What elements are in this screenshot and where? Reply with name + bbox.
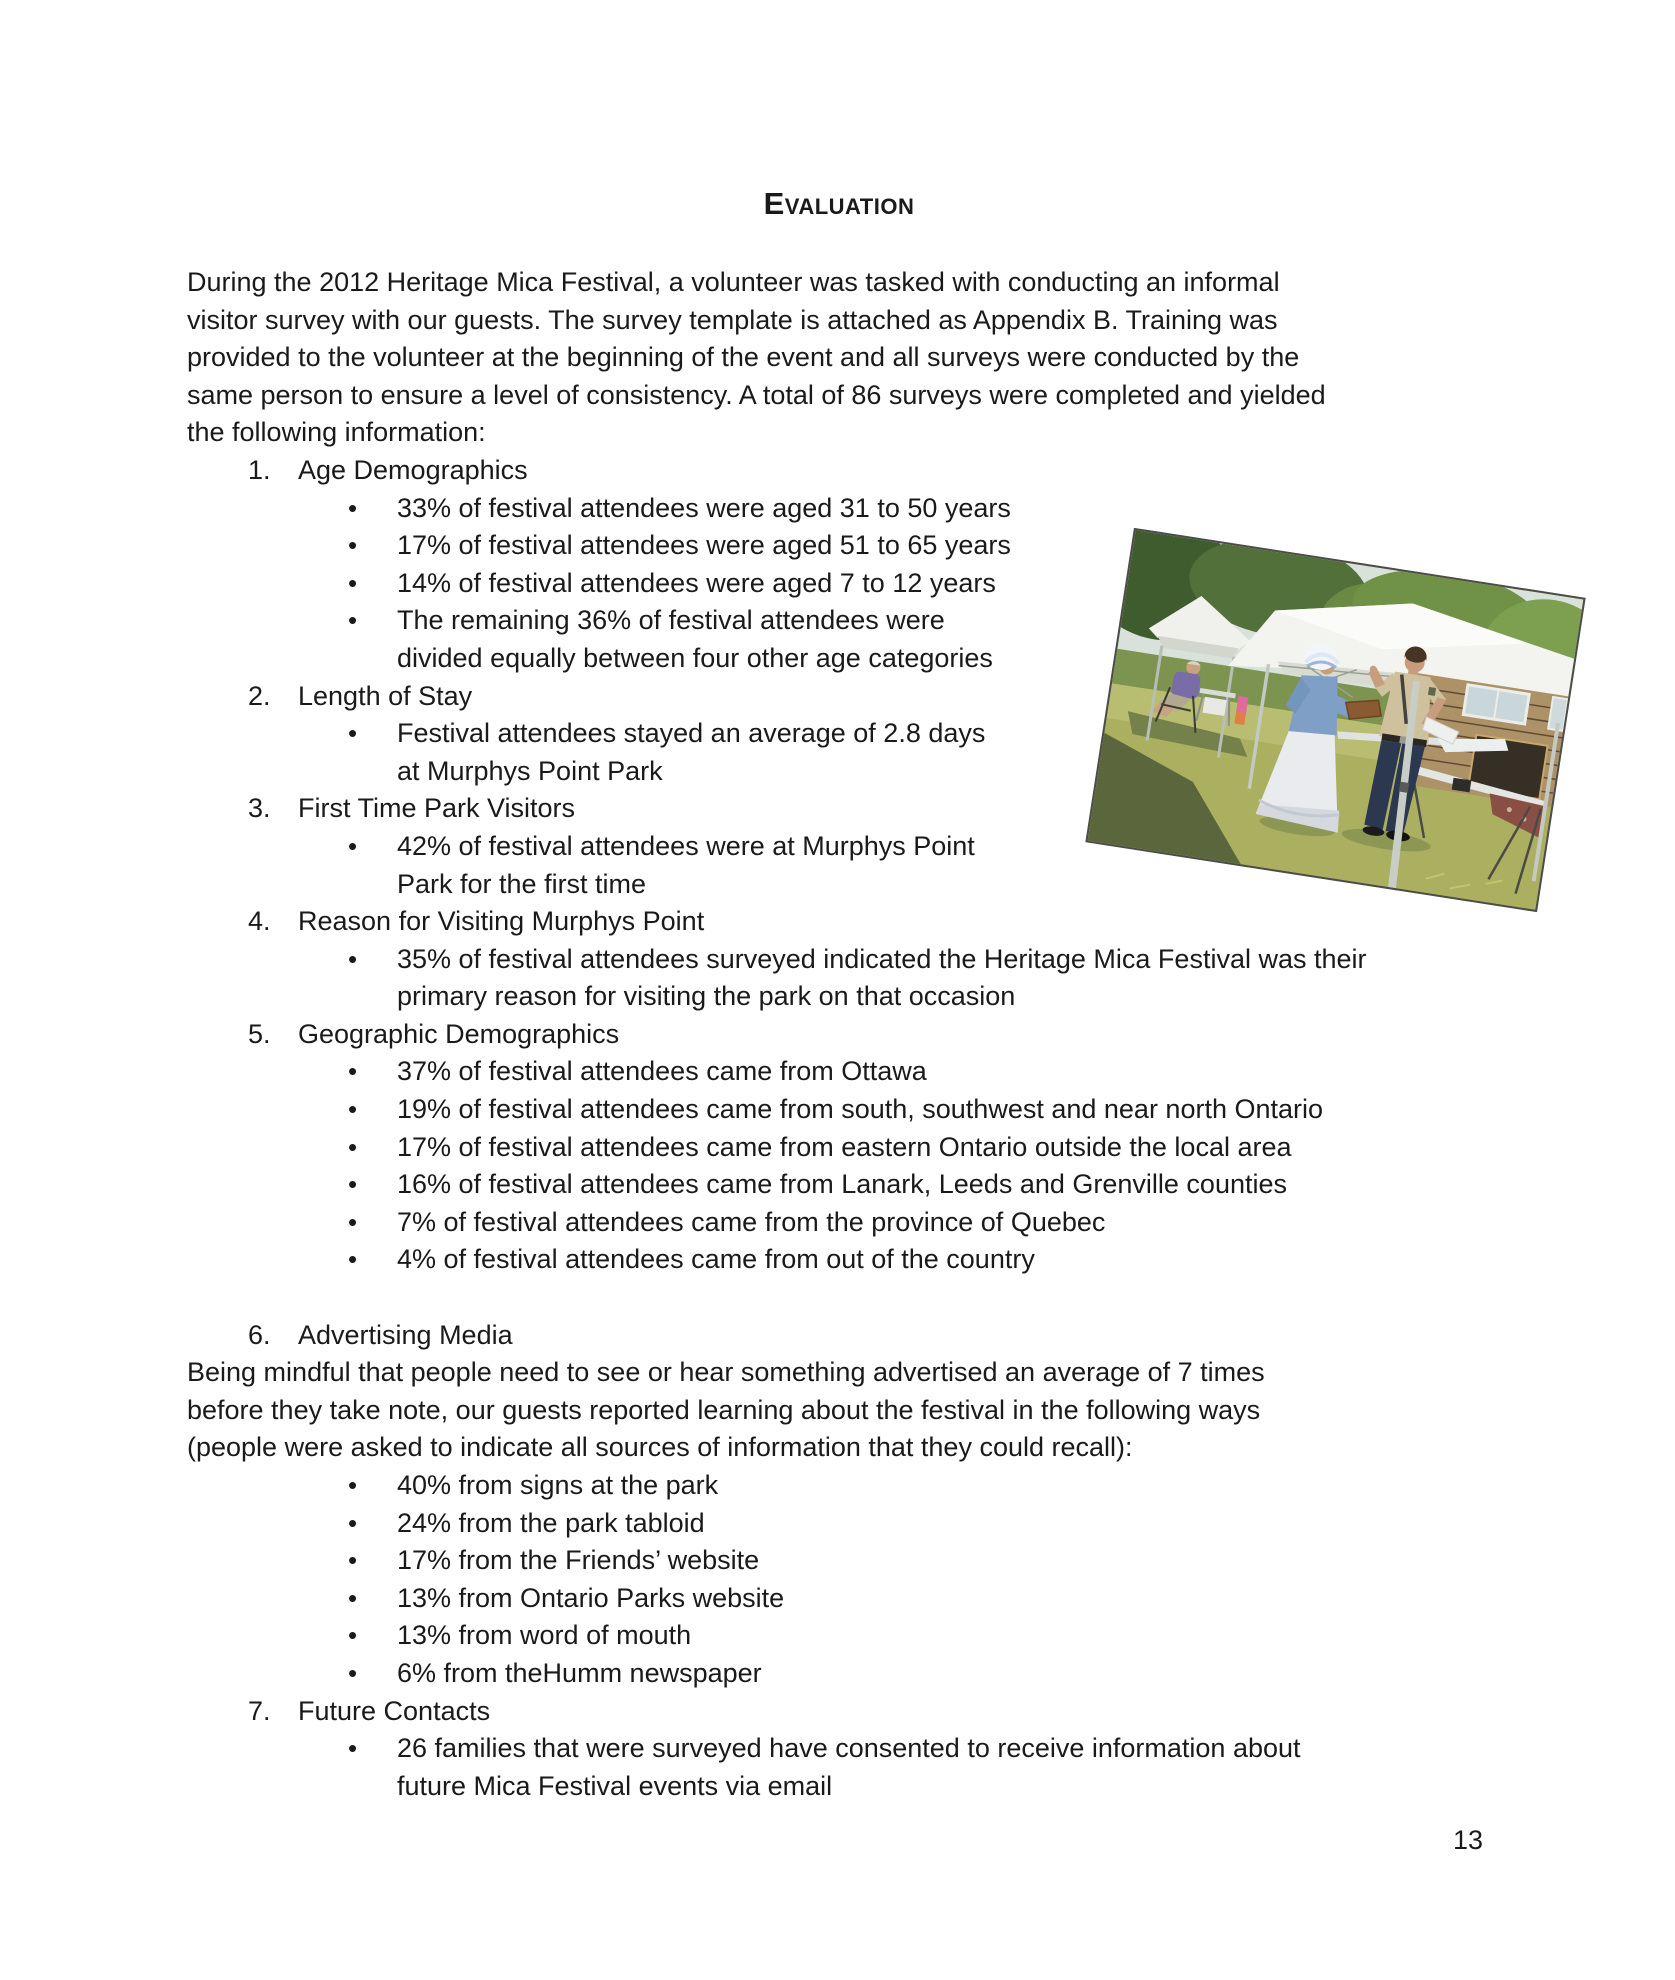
numbered-item bbox=[187, 903, 1617, 941]
item-label: First Time Park Visitors bbox=[298, 793, 576, 824]
bullet-item bbox=[187, 941, 1617, 979]
bullet-text: 19% of festival attendees came from south, southwest and near north Ontario bbox=[397, 1094, 1324, 1125]
bullet-text: 37% of festival attendees came from Ottawa bbox=[397, 1056, 927, 1087]
bullet-text: 35% of festival attendees surveyed indicated the Heritage Mica Festival was their bbox=[397, 943, 1367, 974]
item-number: 7. bbox=[248, 1695, 271, 1726]
bullet-text: at Murphys Point Park bbox=[397, 755, 663, 786]
text-column bbox=[187, 264, 1617, 1805]
item-label: Reason for Visiting Murphys Point bbox=[298, 906, 705, 937]
item-number: 4. bbox=[248, 906, 271, 937]
item-label: Length of Stay bbox=[298, 680, 473, 711]
bullet-text: 13% from word of mouth bbox=[397, 1620, 692, 1651]
paragraph-text: During the 2012 Heritage Mica Festival, a volunteer was tasked with conducting an informal bbox=[187, 267, 1280, 297]
item-number: 3. bbox=[248, 793, 271, 824]
bullet-dot: • bbox=[348, 1206, 358, 1237]
bullet-text: 16% of festival attendees came from Lanark, Leeds and Grenville counties bbox=[397, 1169, 1287, 1200]
bullet-text: 4% of festival attendees came from out of the country bbox=[397, 1244, 1035, 1275]
bullet-dot: • bbox=[348, 492, 358, 523]
bullet-text: primary reason for visiting the park on that occasion bbox=[397, 981, 1016, 1012]
bullet-text: 17% of festival attendees were aged 51 to 65 years bbox=[397, 530, 1011, 561]
bullet-dot: • bbox=[348, 1657, 358, 1688]
bullet-item bbox=[187, 1467, 1617, 1505]
numbered-item bbox=[187, 1317, 1617, 1355]
bullet-text: 13% from Ontario Parks website bbox=[397, 1582, 785, 1613]
bullet-text: 7% of festival attendees came from the province of Quebec bbox=[397, 1206, 1106, 1237]
bullet-text: 40% from signs at the park bbox=[397, 1470, 719, 1500]
bullet-item bbox=[187, 1129, 1617, 1167]
paragraph-line bbox=[187, 1392, 1617, 1430]
bullet-continuation bbox=[187, 978, 1617, 1016]
bullet-text: 24% from the park tabloid bbox=[397, 1507, 705, 1538]
paragraph-line bbox=[187, 339, 1617, 377]
paragraph-line bbox=[187, 302, 1617, 340]
bullet-item bbox=[187, 1655, 1617, 1693]
bullet-dot: • bbox=[348, 1470, 358, 1500]
numbered-item bbox=[187, 452, 1617, 490]
paragraph-line bbox=[187, 377, 1617, 415]
item-number: 5. bbox=[248, 1018, 271, 1049]
bullet-item bbox=[187, 1091, 1617, 1129]
bullet-item bbox=[187, 1505, 1617, 1543]
bullet-text: Festival attendees stayed an average of 2.8 days bbox=[397, 718, 986, 749]
bullet-item bbox=[187, 490, 1617, 528]
bullet-dot: • bbox=[348, 567, 358, 598]
paragraph-text: (people were asked to indicate all sources of information that they could recall): bbox=[187, 1432, 1133, 1463]
paragraph-text: the following information: bbox=[187, 417, 486, 448]
paragraph-text: visitor survey with our guests. The survey template is attached as Appendix B. Training was bbox=[187, 304, 1278, 335]
bullet-item bbox=[187, 1580, 1617, 1618]
bullet-text: future Mica Festival events via email bbox=[397, 1770, 833, 1801]
item-label: Geographic Demographics bbox=[298, 1018, 620, 1049]
paragraph-text: same person to ensure a level of consistency. A total of 86 surveys were completed and yielded bbox=[187, 379, 1326, 410]
item-label: Future Contacts bbox=[298, 1695, 491, 1726]
item-label: Age Demographics bbox=[298, 454, 528, 485]
bullet-item bbox=[187, 1617, 1617, 1655]
bullet-dot: • bbox=[348, 943, 358, 974]
numbered-item bbox=[187, 1016, 1617, 1054]
bullet-dot: • bbox=[348, 1733, 358, 1764]
bullet-item bbox=[187, 1241, 1617, 1279]
bullet-dot: • bbox=[348, 530, 358, 561]
bullet-text: 17% of festival attendees came from eastern Ontario outside the local area bbox=[397, 1131, 1292, 1162]
page-title: Evaluation bbox=[763, 186, 915, 221]
item-number: 2. bbox=[248, 680, 271, 711]
bullet-item bbox=[187, 1204, 1617, 1242]
bullet-text: 42% of festival attendees were at Murphys Point bbox=[397, 830, 975, 861]
bullet-text: divided equally between four other age categories bbox=[397, 642, 993, 673]
bullet-item bbox=[187, 527, 1617, 565]
bullet-text: The remaining 36% of festival attendees were bbox=[397, 605, 945, 636]
bullet-continuation bbox=[187, 1768, 1617, 1806]
bullet-dot: • bbox=[348, 1620, 358, 1651]
bullet-item bbox=[187, 1053, 1617, 1091]
bullet-text: 6% from theHumm newspaper bbox=[397, 1657, 762, 1688]
bullet-dot: • bbox=[348, 830, 358, 861]
bullet-text: 33% of festival attendees were aged 31 to 50 years bbox=[397, 492, 1011, 523]
bullet-text: 26 families that were surveyed have consented to receive information about bbox=[397, 1733, 1301, 1764]
page-number: 13 bbox=[1452, 1825, 1483, 1855]
item-number: 1. bbox=[248, 454, 271, 485]
bullet-dot: • bbox=[348, 1507, 358, 1538]
bullet-dot: • bbox=[348, 1094, 358, 1125]
bullet-dot: • bbox=[348, 1244, 358, 1275]
bullet-item bbox=[187, 1166, 1617, 1204]
paragraph-text: provided to the volunteer at the beginning of the event and all surveys were conducted by the bbox=[187, 342, 1300, 373]
paragraph-text: before they take note, our guests reported learning about the festival in the following ways bbox=[187, 1394, 1261, 1425]
bullet-dot: • bbox=[348, 1169, 358, 1200]
paragraph-line bbox=[187, 1429, 1617, 1467]
bullet-item bbox=[187, 1542, 1617, 1580]
bullet-dot: • bbox=[348, 1545, 358, 1576]
item-label: Advertising Media bbox=[298, 1319, 513, 1350]
paragraph-line bbox=[187, 264, 1617, 302]
bullet-text: 17% from the Friends’ website bbox=[397, 1545, 760, 1576]
paragraph-line bbox=[187, 1354, 1617, 1392]
paragraph-text: Being mindful that people need to see or hear something advertised an average of 7 times bbox=[187, 1357, 1265, 1388]
bullet-dot: • bbox=[348, 1056, 358, 1087]
bullet-dot: • bbox=[348, 718, 358, 749]
paragraph-line bbox=[187, 414, 1617, 452]
numbered-item bbox=[187, 1693, 1617, 1731]
bullet-item bbox=[187, 1730, 1617, 1768]
bullet-text: 14% of festival attendees were aged 7 to 12 years bbox=[397, 567, 996, 598]
bullet-dot: • bbox=[348, 605, 358, 636]
blank-line bbox=[187, 1279, 1617, 1317]
bullet-dot: • bbox=[348, 1582, 358, 1613]
bullet-text: Park for the first time bbox=[397, 868, 647, 899]
item-number: 6. bbox=[248, 1319, 271, 1350]
bullet-dot: • bbox=[348, 1131, 358, 1162]
